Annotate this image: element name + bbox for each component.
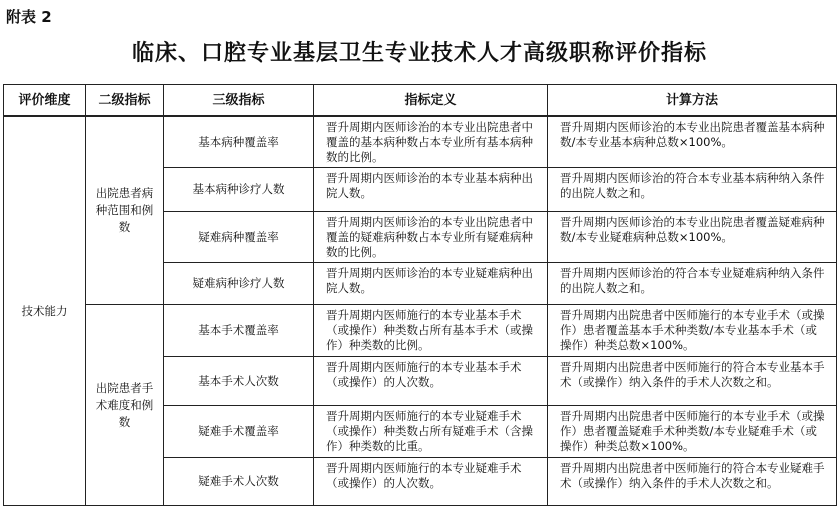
definition-cell: 晋升周期内医师施行的本专业疑难手术（或操作）的人次数。	[314, 458, 548, 506]
method-cell: 晋升周期内出院患者中医师施行的本专业手术（或操作）患者覆盖疑难手术种类数/本专业疑难手术（或操作）种类总数×100%。	[548, 406, 837, 458]
header-dimension: 评价维度	[4, 85, 86, 117]
method-cell: 晋升周期内出院患者中医师施行的符合本专业疑难手术（或操作）纳入条件的手术人次数之和。	[548, 458, 837, 506]
definition-cell: 晋升周期内医师施行的本专业基本手术（或操作）种类数占所有基本手术（或操作）种类数的比例。	[314, 305, 548, 357]
group-cell: 出院患者手术难度和例数	[86, 305, 164, 506]
definition-cell: 晋升周期内医师诊治的本专业出院患者中覆盖的基本病种数占本专业所有基本病种数的比例。	[314, 116, 548, 168]
definition-cell: 晋升周期内医师施行的本专业基本手术（或操作）的人次数。	[314, 357, 548, 406]
indicator-cell: 基本手术覆盖率	[164, 305, 314, 357]
definition-cell: 晋升周期内医师诊治的本专业疑难病种出院人数。	[314, 263, 548, 305]
indicator-cell: 疑难手术人次数	[164, 458, 314, 506]
method-cell: 晋升周期内出院患者中医师施行的本专业手术（或操作）患者覆盖基本手术种类数/本专业基本手术（或操作）种类总数×100%。	[548, 305, 837, 357]
table-row	[4, 305, 837, 357]
header-method: 计算方法	[548, 85, 837, 117]
dimension-cell: 技术能力	[4, 116, 86, 506]
indicator-cell: 基本病种覆盖率	[164, 116, 314, 168]
method-cell: 晋升周期内医师诊治的符合本专业基本病种纳入条件的出院人数之和。	[548, 168, 837, 212]
header-level2: 二级指标	[86, 85, 164, 117]
method-cell: 晋升周期内出院患者中医师施行的符合本专业基本手术（或操作）纳入条件的手术人次数之和。	[548, 357, 837, 406]
indicator-cell: 疑难病种覆盖率	[164, 212, 314, 263]
page-title: 临床、口腔专业基层卫生专业技术人才高级职称评价指标	[131, 40, 707, 66]
appendix-label: 附表 2	[6, 8, 52, 26]
definition-cell: 晋升周期内医师诊治的本专业基本病种出院人数。	[314, 168, 548, 212]
table-header-row	[4, 85, 837, 117]
group-cell: 出院患者病种范围和例数	[86, 116, 164, 305]
indicator-cell: 疑难手术覆盖率	[164, 406, 314, 458]
definition-cell: 晋升周期内医师诊治的本专业出院患者中覆盖的疑难病种数占本专业所有疑难病种数的比例。	[314, 212, 548, 263]
evaluation-table	[3, 84, 837, 506]
table-row	[4, 116, 837, 168]
definition-cell: 晋升周期内医师施行的本专业疑难手术（或操作）种类数占所有疑难手术（含操作）种类数的比重。	[314, 406, 548, 458]
method-cell: 晋升周期内医师诊治的符合本专业疑难病种纳入条件的出院人数之和。	[548, 263, 837, 305]
indicator-cell: 基本病种诊疗人数	[164, 168, 314, 212]
header-definition: 指标定义	[314, 85, 548, 117]
indicator-cell: 疑难病种诊疗人数	[164, 263, 314, 305]
method-cell: 晋升周期内医师诊治的本专业出院患者覆盖疑难病种数/本专业疑难病种总数×100%。	[548, 212, 837, 263]
header-level3: 三级指标	[164, 85, 314, 117]
method-cell: 晋升周期内医师诊治的本专业出院患者覆盖基本病种数/本专业基本病种总数×100%。	[548, 116, 837, 168]
indicator-cell: 基本手术人次数	[164, 357, 314, 406]
